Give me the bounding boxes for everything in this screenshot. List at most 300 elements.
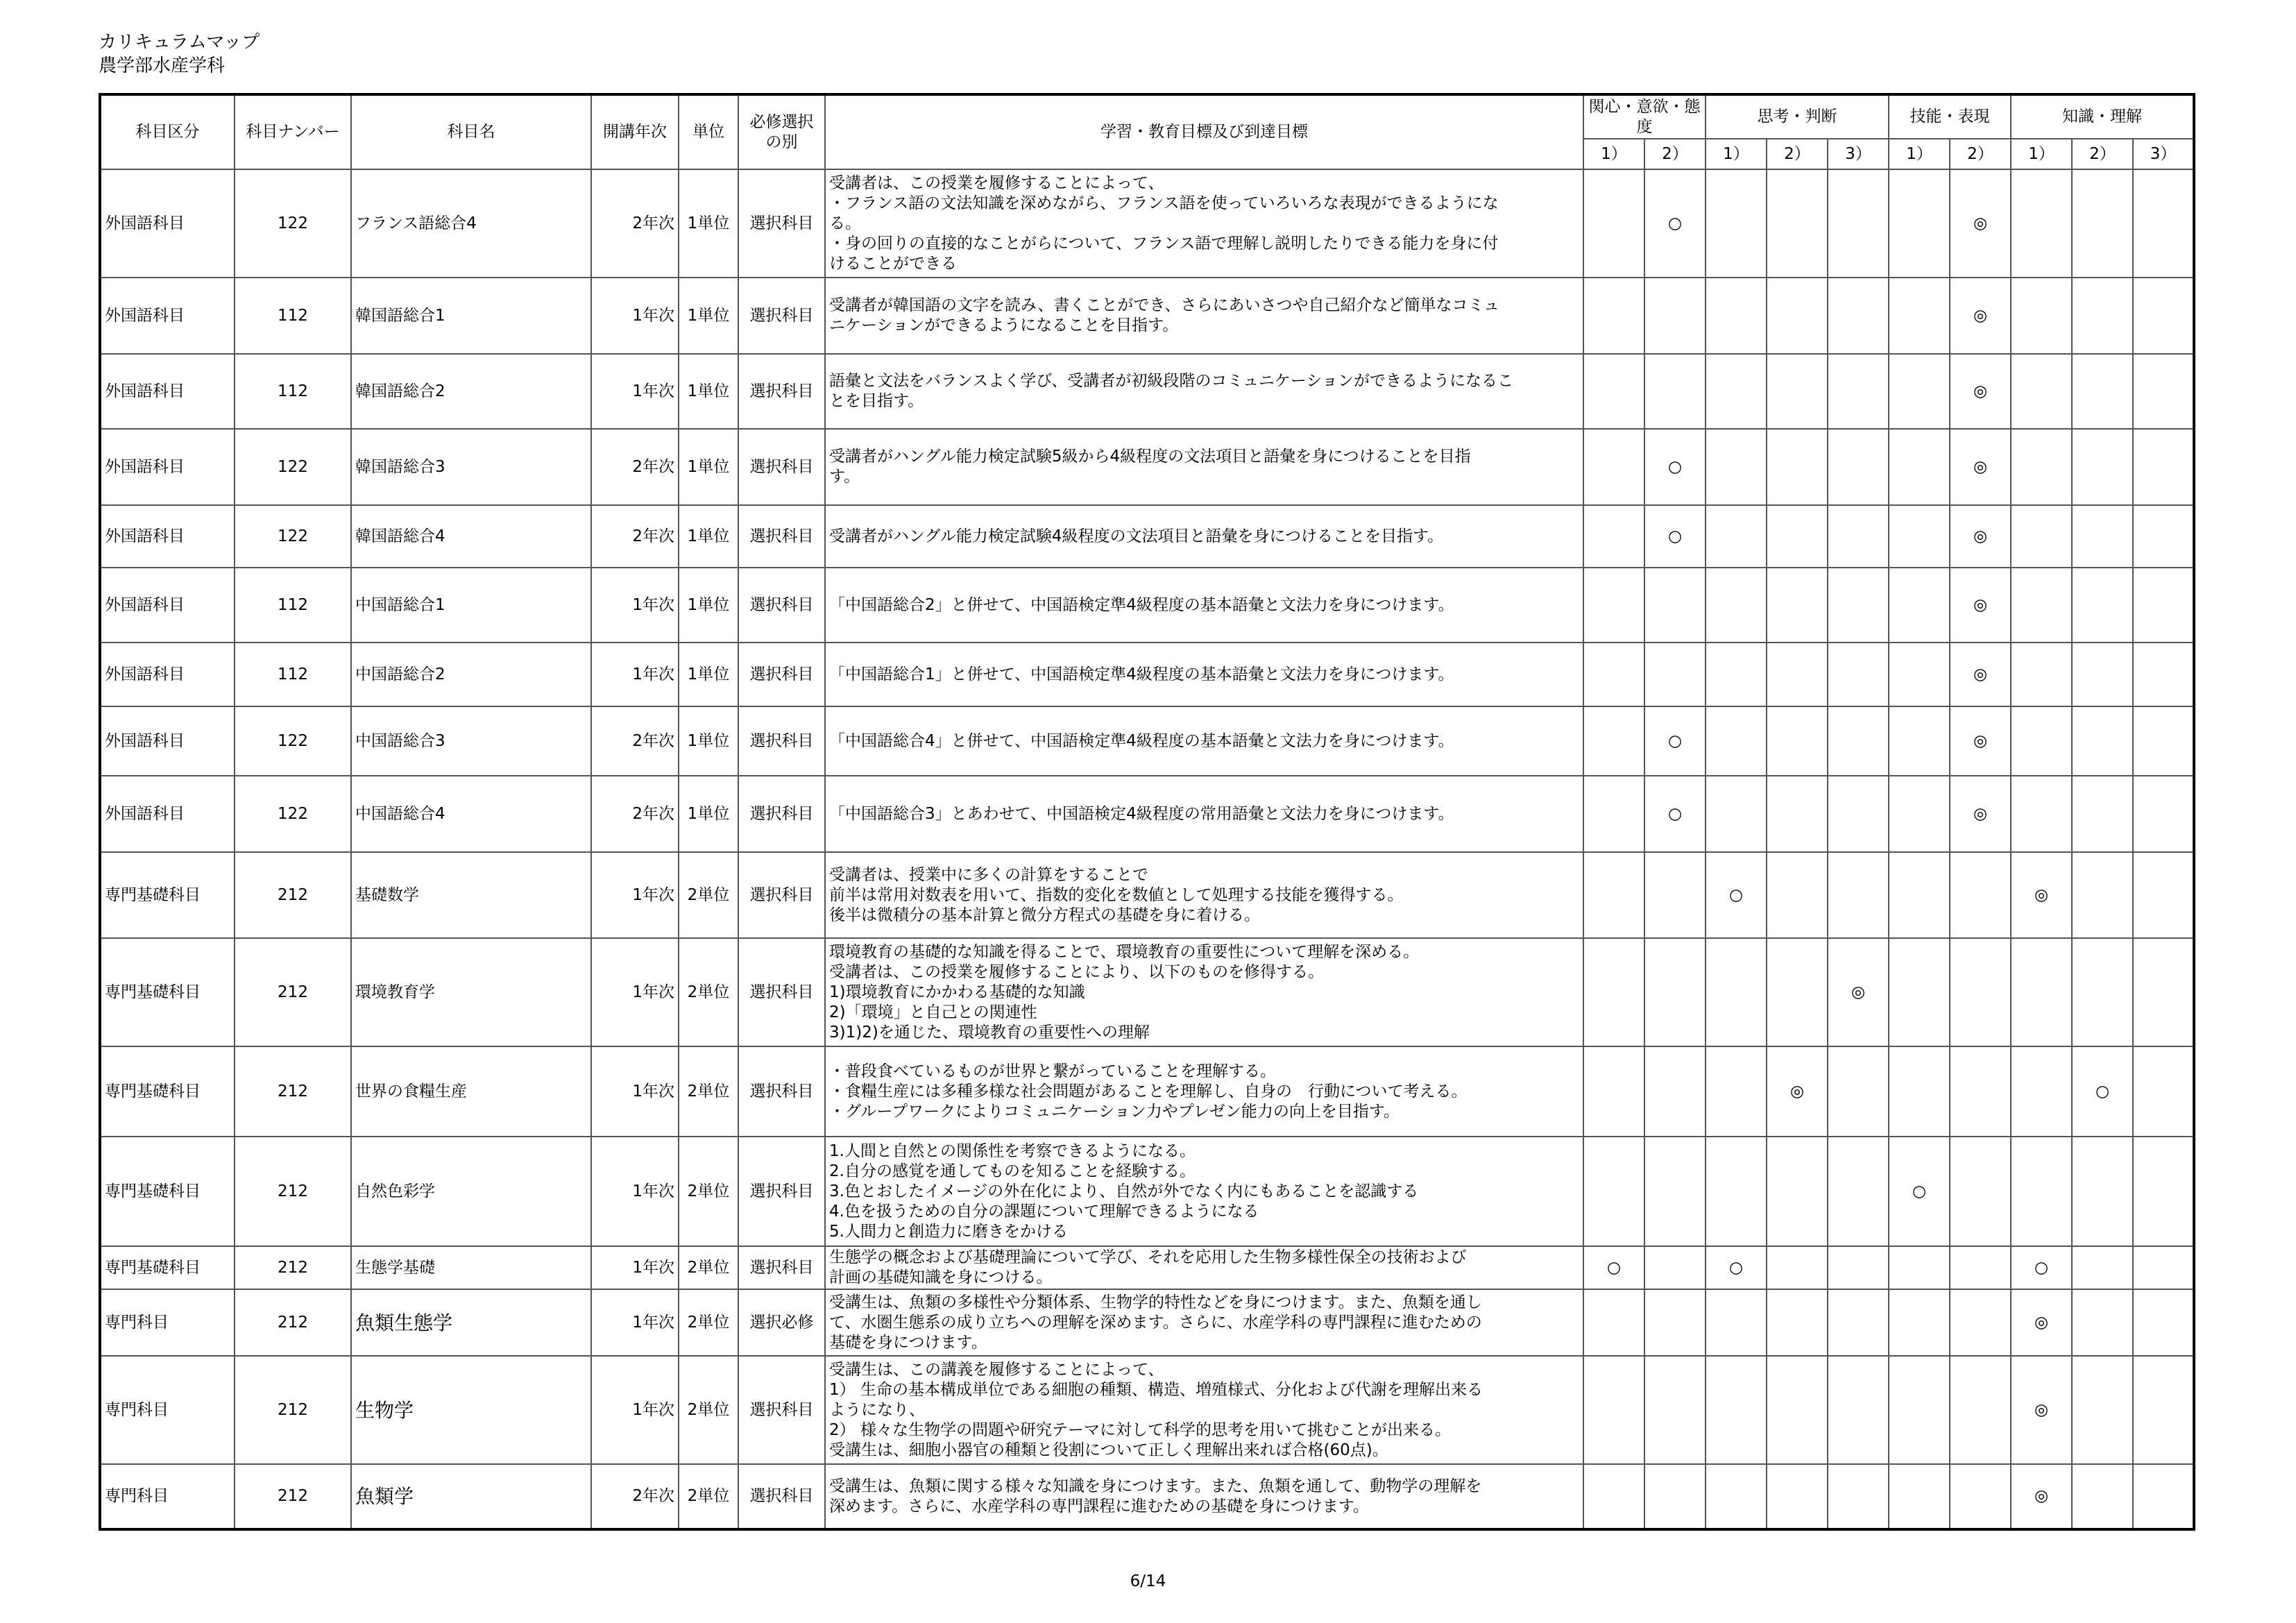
header-name: 科目名 [351, 94, 591, 169]
header-sub: 2） [2072, 139, 2133, 169]
mark-cell [2133, 1046, 2194, 1137]
goal-line: 受講生は、この講義を履修することによって、 [829, 1360, 1164, 1379]
table-row [100, 1137, 2194, 1246]
mark-cell [2072, 169, 2133, 278]
mark-cell [2072, 505, 2133, 568]
header-sub: 1） [2011, 139, 2072, 169]
course-category: 専門基礎科目 [100, 852, 235, 938]
mark-cell [1950, 1289, 2011, 1356]
mark-cell [1706, 643, 1767, 706]
goal-line: 受講生は、魚類の多様性や分類体系、生物学的特性などを身につけます。また、魚類を通し [829, 1293, 1482, 1311]
mark-cell: ◎ [2011, 1464, 2072, 1529]
course-year: 1年次 [591, 1246, 679, 1289]
goal-line: 環境教育の基礎的な知識を得ることで、環境教育の重要性について理解を深める。 [829, 942, 1420, 961]
mark-cell: ○ [1644, 706, 1706, 776]
header-group-knowledge: 知識・理解 [2011, 94, 2194, 139]
mark-cell [1828, 278, 1889, 354]
course-category: 外国語科目 [100, 706, 235, 776]
course-credits: 1単位 [679, 643, 738, 706]
goal-line: ようになり、 [829, 1400, 925, 1419]
header-year: 開講年次 [591, 94, 679, 169]
header-sub: 3） [1828, 139, 1889, 169]
course-required: 選択科目 [738, 1464, 825, 1529]
mark-cell [2011, 1137, 2072, 1246]
mark-cell [1889, 852, 1950, 938]
course-goal [825, 1356, 1583, 1464]
mark-cell [1950, 1356, 2011, 1464]
course-required: 選択科目 [738, 1246, 825, 1289]
course-required: 選択科目 [738, 169, 825, 278]
goal-line: 語彙と文法をバランスよく学び、受講者が初級段階のコミュニケーションができるようになるこ [829, 372, 1514, 390]
table-row [100, 1246, 2194, 1289]
course-goal [825, 429, 1583, 505]
course-name: 世界の食糧生産 [351, 1046, 591, 1137]
page-title: カリキュラムマップ [99, 32, 260, 53]
mark-cell [2072, 568, 2133, 643]
mark-cell [2011, 706, 2072, 776]
goal-line: 深めます。さらに、水産学科の専門課程に進むための基礎を身につけます。 [829, 1497, 1369, 1515]
course-number: 212 [235, 852, 351, 938]
header-category: 科目区分 [100, 94, 235, 169]
mark-cell: ○ [1644, 429, 1706, 505]
course-credits: 1単位 [679, 505, 738, 568]
mark-cell [1583, 505, 1644, 568]
course-category: 外国語科目 [100, 568, 235, 643]
course-name: 生態学基礎 [351, 1246, 591, 1289]
course-year: 1年次 [591, 278, 679, 354]
mark-cell [1828, 505, 1889, 568]
course-category: 外国語科目 [100, 354, 235, 429]
mark-cell [2133, 429, 2194, 505]
mark-cell [1889, 643, 1950, 706]
mark-cell [1889, 354, 1950, 429]
mark-cell [1767, 938, 1828, 1046]
mark-cell [2072, 1137, 2133, 1246]
course-name: 韓国語総合1 [351, 278, 591, 354]
header-sub: 2） [1644, 139, 1706, 169]
mark-cell [1706, 505, 1767, 568]
mark-cell: ◎ [1950, 169, 2011, 278]
course-number: 122 [235, 505, 351, 568]
table-row [100, 169, 2194, 278]
course-goal [825, 169, 1583, 278]
mark-cell [1828, 852, 1889, 938]
mark-cell [1828, 1356, 1889, 1464]
course-goal [825, 568, 1583, 643]
mark-cell [1889, 1046, 1950, 1137]
mark-cell: ○ [1644, 169, 1706, 278]
mark-cell [1644, 354, 1706, 429]
mark-cell: ○ [1583, 1246, 1644, 1289]
course-number: 122 [235, 776, 351, 852]
table-row [100, 354, 2194, 429]
course-name: 韓国語総合2 [351, 354, 591, 429]
mark-cell [2133, 354, 2194, 429]
course-category: 専門基礎科目 [100, 938, 235, 1046]
course-number: 112 [235, 278, 351, 354]
course-year: 2年次 [591, 776, 679, 852]
course-category: 外国語科目 [100, 505, 235, 568]
mark-cell [1583, 429, 1644, 505]
mark-cell [1828, 706, 1889, 776]
course-number: 212 [235, 1289, 351, 1356]
mark-cell [2072, 776, 2133, 852]
header-group-thinking: 思考・判断 [1706, 94, 1889, 139]
course-number: 122 [235, 429, 351, 505]
mark-cell [2072, 278, 2133, 354]
mark-cell [1583, 1289, 1644, 1356]
mark-cell [1889, 938, 1950, 1046]
course-goal [825, 776, 1583, 852]
goal-line: 受講者がハングル能力検定試験4級程度の文法項目と語彙を身につけることを目指す。 [829, 527, 1444, 545]
course-required: 選択科目 [738, 1137, 825, 1246]
table-row [100, 429, 2194, 505]
course-name: 韓国語総合4 [351, 505, 591, 568]
table-row [100, 568, 2194, 643]
mark-cell: ○ [1706, 1246, 1767, 1289]
mark-cell [2133, 643, 2194, 706]
course-year: 2年次 [591, 505, 679, 568]
mark-cell [1644, 1246, 1706, 1289]
mark-cell [1828, 1289, 1889, 1356]
mark-cell [2072, 643, 2133, 706]
goal-line: 1.人間と自然との関係性を考察できるようになる。 [829, 1141, 1196, 1160]
mark-cell [2011, 1046, 2072, 1137]
course-required: 選択科目 [738, 852, 825, 938]
mark-cell [1706, 706, 1767, 776]
header-sub: 2） [1767, 139, 1828, 169]
goal-line: 「中国語総合2」と併せて、中国語検定準4級程度の基本語彙と文法力を身につけます。 [829, 595, 1454, 614]
mark-cell [1828, 568, 1889, 643]
course-credits: 1単位 [679, 429, 738, 505]
header-number: 科目ナンバー [235, 94, 351, 169]
course-credits: 2単位 [679, 1289, 738, 1356]
course-credits: 2単位 [679, 1356, 738, 1464]
mark-cell [2133, 505, 2194, 568]
table-row [100, 505, 2194, 568]
course-number: 212 [235, 1356, 351, 1464]
course-number: 212 [235, 1046, 351, 1137]
mark-cell [1950, 1246, 2011, 1289]
mark-cell [1767, 852, 1828, 938]
course-name: 中国語総合1 [351, 568, 591, 643]
mark-cell [1828, 1046, 1889, 1137]
mark-cell: ○ [1706, 852, 1767, 938]
goal-line: 2.自分の感覚を通してものを知ることを経験する。 [829, 1162, 1196, 1180]
mark-cell [1889, 1464, 1950, 1529]
mark-cell [1583, 1137, 1644, 1246]
goal-line: 受講者が韓国語の文字を読み、書くことができ、さらにあいさつや自己紹介など簡単なコミュ [829, 296, 1499, 314]
course-goal [825, 852, 1583, 938]
mark-cell [2133, 1464, 2194, 1529]
mark-cell [1644, 1137, 1706, 1246]
course-year: 1年次 [591, 1356, 679, 1464]
mark-cell [1767, 706, 1828, 776]
course-goal [825, 354, 1583, 429]
course-goal [825, 1046, 1583, 1137]
mark-cell [2072, 354, 2133, 429]
course-year: 1年次 [591, 1289, 679, 1356]
mark-cell [1828, 643, 1889, 706]
course-number: 122 [235, 706, 351, 776]
goal-line: 受講者は、この授業を履修することにより、以下のものを修得する。 [829, 962, 1324, 981]
course-name: 自然色彩学 [351, 1137, 591, 1246]
goal-line: 後半は微積分の基本計算と微分方程式の基礎を身に着ける。 [829, 906, 1260, 924]
mark-cell [1767, 278, 1828, 354]
mark-cell [1889, 429, 1950, 505]
goal-line: 受講者は、この授業を履修することによって、 [829, 173, 1164, 192]
mark-cell [1706, 1464, 1767, 1529]
header-sub: 1） [1889, 139, 1950, 169]
mark-cell: ○ [2072, 1046, 2133, 1137]
mark-cell: ◎ [2011, 852, 2072, 938]
course-credits: 1単位 [679, 354, 738, 429]
mark-cell [1767, 568, 1828, 643]
mark-cell [2011, 278, 2072, 354]
mark-cell [1828, 354, 1889, 429]
course-goal [825, 1137, 1583, 1246]
course-number: 212 [235, 1137, 351, 1246]
mark-cell [1583, 169, 1644, 278]
course-name: 中国語総合3 [351, 706, 591, 776]
goal-line: 受講者がハングル能力検定試験5級から4級程度の文法項目と語彙を身につけることを目指 [829, 448, 1471, 466]
course-goal [825, 1464, 1583, 1529]
mark-cell: ◎ [1950, 278, 2011, 354]
mark-cell [2072, 1289, 2133, 1356]
goal-line: 2） 様々な生物学の問題や研究テーマに対して科学的思考を用いて挑むことが出来る。 [829, 1420, 1451, 1439]
table-row [100, 1289, 2194, 1356]
mark-cell [1644, 1046, 1706, 1137]
mark-cell [1644, 938, 1706, 1046]
course-number: 122 [235, 169, 351, 278]
course-category: 専門基礎科目 [100, 1046, 235, 1137]
course-goal [825, 938, 1583, 1046]
mark-cell: ◎ [1950, 643, 2011, 706]
table-row [100, 776, 2194, 852]
course-year: 1年次 [591, 643, 679, 706]
mark-cell [1706, 1046, 1767, 1137]
mark-cell [1706, 1289, 1767, 1356]
mark-cell [1767, 1289, 1828, 1356]
course-name: 生物学 [351, 1356, 591, 1464]
course-required: 選択科目 [738, 505, 825, 568]
goal-line: ・フランス語の文法知識を深めながら、フランス語を使っていろいろな表現ができるようにな [829, 194, 1499, 212]
course-required: 選択科目 [738, 278, 825, 354]
course-required: 選択科目 [738, 1356, 825, 1464]
mark-cell [2072, 852, 2133, 938]
mark-cell [2133, 278, 2194, 354]
course-required: 選択科目 [738, 568, 825, 643]
goal-line: 3.色とおしたイメージの外在化により、自然が外でなく内にもあることを認識する [829, 1182, 1419, 1200]
mark-cell: ◎ [1950, 776, 2011, 852]
mark-cell [2011, 643, 2072, 706]
course-category: 外国語科目 [100, 776, 235, 852]
header-credits: 単位 [679, 94, 738, 169]
course-goal [825, 643, 1583, 706]
mark-cell [1767, 776, 1828, 852]
mark-cell [1644, 568, 1706, 643]
goal-line: 前半は常用対数表を用いて、指数的変化を数値として処理する技能を獲得する。 [829, 885, 1404, 904]
department-name: 農学部水産学科 [99, 56, 226, 76]
goal-line: す。 [829, 468, 860, 486]
course-credits: 2単位 [679, 1137, 738, 1246]
header-required: 必修選択の別 [738, 94, 825, 169]
course-goal [825, 706, 1583, 776]
mark-cell [1828, 776, 1889, 852]
goal-line: ・身の回りの直接的なことがらについて、フランス語で理解し説明したりできる能力を身に付 [829, 234, 1499, 253]
mark-cell [1583, 776, 1644, 852]
course-year: 1年次 [591, 852, 679, 938]
course-credits: 1単位 [679, 706, 738, 776]
course-number: 212 [235, 1464, 351, 1529]
mark-cell [1583, 1464, 1644, 1529]
course-goal [825, 1289, 1583, 1356]
course-credits: 1単位 [679, 169, 738, 278]
goal-line: 受講生は、魚類に関する様々な知識を身につけます。また、魚類を通して、動物学の理解を [829, 1477, 1482, 1495]
course-goal [825, 505, 1583, 568]
goal-line: けることができる [829, 254, 957, 273]
mark-cell [2133, 938, 2194, 1046]
course-credits: 1単位 [679, 568, 738, 643]
mark-cell: ◎ [1828, 938, 1889, 1046]
course-required: 選択科目 [738, 354, 825, 429]
mark-cell: ○ [1644, 776, 1706, 852]
mark-cell [1767, 1246, 1828, 1289]
mark-cell [2011, 938, 2072, 1046]
mark-cell [1889, 1356, 1950, 1464]
course-category: 専門科目 [100, 1464, 235, 1529]
mark-cell: ◎ [1950, 429, 2011, 505]
goal-line: 受講生は、細胞小器官の種類と役割について正しく理解出来れば合格(60点)。 [829, 1441, 1388, 1459]
course-year: 1年次 [591, 568, 679, 643]
course-year: 2年次 [591, 1464, 679, 1529]
course-credits: 1単位 [679, 776, 738, 852]
course-name: 中国語総合4 [351, 776, 591, 852]
mark-cell [1889, 1289, 1950, 1356]
mark-cell [1889, 1246, 1950, 1289]
mark-cell [2133, 776, 2194, 852]
goal-line: 1)環境教育にかかわる基礎的な知識 [829, 983, 1085, 1001]
course-number: 212 [235, 938, 351, 1046]
course-number: 212 [235, 1246, 351, 1289]
mark-cell [2133, 852, 2194, 938]
mark-cell [1828, 1246, 1889, 1289]
mark-cell [1767, 354, 1828, 429]
course-name: 環境教育学 [351, 938, 591, 1046]
header-sub: 2） [1950, 139, 2011, 169]
mark-cell [2011, 776, 2072, 852]
course-credits: 2単位 [679, 852, 738, 938]
table-row [100, 938, 2194, 1046]
mark-cell [1706, 776, 1767, 852]
mark-cell [1950, 1137, 2011, 1246]
course-required: 選択必修 [738, 1289, 825, 1356]
course-credits: 1単位 [679, 278, 738, 354]
course-number: 112 [235, 354, 351, 429]
course-name: 韓国語総合3 [351, 429, 591, 505]
mark-cell [1644, 1289, 1706, 1356]
header-sub: 3） [2133, 139, 2194, 169]
course-category: 専門科目 [100, 1289, 235, 1356]
goal-line: 受講者は、授業中に多くの計算をすることで [829, 865, 1148, 884]
mark-cell [1706, 938, 1767, 1046]
course-credits: 2単位 [679, 938, 738, 1046]
mark-cell [2133, 706, 2194, 776]
mark-cell [1889, 568, 1950, 643]
mark-cell [2011, 505, 2072, 568]
course-required: 選択科目 [738, 429, 825, 505]
table-body [100, 169, 2194, 1529]
goal-line: とを目指す。 [829, 392, 924, 410]
header-sub: 1） [1583, 139, 1644, 169]
goal-line: て、水圏生態系の成り立ちへの理解を深めます。さらに、水産学科の専門課程に進むための [829, 1313, 1482, 1332]
mark-cell [1950, 1046, 2011, 1137]
mark-cell [2072, 706, 2133, 776]
course-category: 専門科目 [100, 1356, 235, 1464]
mark-cell: ◎ [1950, 505, 2011, 568]
course-year: 1年次 [591, 1137, 679, 1246]
mark-cell [1950, 1464, 2011, 1529]
goal-line: 3)1)2)を通じた、環境教育の重要性への理解 [829, 1023, 1150, 1042]
mark-cell [1889, 169, 1950, 278]
course-name: 魚類学 [351, 1464, 591, 1529]
table-row [100, 1046, 2194, 1137]
mark-cell [2011, 429, 2072, 505]
goal-line: 基礎を身につけます。 [829, 1333, 987, 1352]
course-year: 2年次 [591, 169, 679, 278]
course-required: 選択科目 [738, 706, 825, 776]
mark-cell [1644, 1356, 1706, 1464]
mark-cell [1950, 852, 2011, 938]
table-row [100, 1464, 2194, 1529]
mark-cell [1644, 643, 1706, 706]
table-row [100, 278, 2194, 354]
mark-cell [1950, 938, 2011, 1046]
mark-cell [2133, 1289, 2194, 1356]
goal-line: ・食糧生産には多種多様な社会問題があることを理解し、自身の 行動について考える。 [829, 1082, 1468, 1101]
mark-cell [1767, 429, 1828, 505]
mark-cell [1706, 354, 1767, 429]
mark-cell [1828, 1137, 1889, 1246]
mark-cell [1706, 429, 1767, 505]
mark-cell [1583, 938, 1644, 1046]
mark-cell: ◎ [1767, 1046, 1828, 1137]
course-required: 選択科目 [738, 938, 825, 1046]
mark-cell: ◎ [1950, 354, 2011, 429]
mark-cell [1767, 1137, 1828, 1246]
mark-cell [1583, 1356, 1644, 1464]
mark-cell [2072, 938, 2133, 1046]
mark-cell [1767, 1464, 1828, 1529]
page-header [99, 31, 260, 78]
header-goals: 学習・教育目標及び到達目標 [825, 94, 1583, 169]
course-year: 2年次 [591, 429, 679, 505]
mark-cell [1767, 505, 1828, 568]
mark-cell [2011, 169, 2072, 278]
mark-cell [1583, 1046, 1644, 1137]
goal-line: 計画の基礎知識を身につける。 [829, 1268, 1053, 1286]
goal-line: 「中国語総合3」とあわせて、中国語検定4級程度の常用語彙と文法力を身につけます。 [829, 804, 1454, 823]
course-name: 基礎数学 [351, 852, 591, 938]
mark-cell [1583, 643, 1644, 706]
course-category: 外国語科目 [100, 169, 235, 278]
mark-cell [2133, 568, 2194, 643]
mark-cell [1644, 1464, 1706, 1529]
mark-cell [1889, 505, 1950, 568]
page-number: 6/14 [1130, 1572, 1166, 1590]
table-row [100, 706, 2194, 776]
mark-cell [2133, 1356, 2194, 1464]
